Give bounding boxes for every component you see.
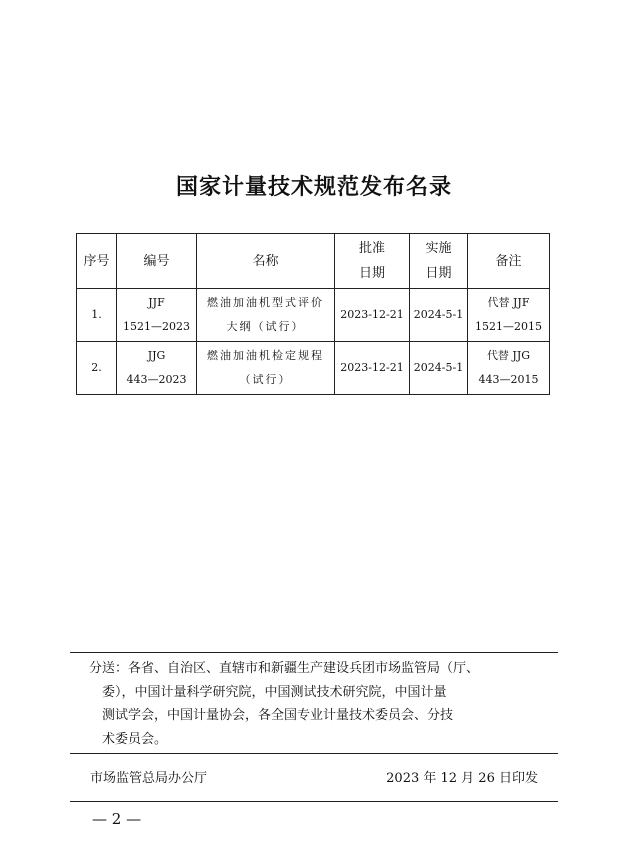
header-approve-line-1: 批准 bbox=[358, 241, 385, 256]
distribution-line: 术委员会。 bbox=[102, 731, 168, 747]
distribution-line: 委），中国计量科学研究院，中国测试技术研究院，中国计量 bbox=[102, 684, 447, 700]
issue-date: 2023 年 12 月 26 日印发 bbox=[386, 771, 538, 786]
distribution-line: 分送：各省、自治区、直辖市和新疆生产建设兵团市场监管局（厅、 bbox=[89, 661, 480, 676]
cell-code bbox=[117, 342, 197, 395]
table-header-row bbox=[77, 234, 550, 289]
cell-remark-line-2: 1521—2015 bbox=[475, 320, 542, 333]
issuer: 市场监管总局办公厅 bbox=[90, 771, 208, 786]
cell-approve-date: 2023-12-21 bbox=[335, 289, 410, 342]
cell-effective-date: 2024-5-1 bbox=[410, 342, 468, 395]
cell-seq: 2. bbox=[77, 342, 117, 395]
header-code: 编号 bbox=[117, 234, 197, 289]
table-row bbox=[77, 342, 550, 395]
header-approve-line-2: 日期 bbox=[358, 266, 385, 281]
header-effective-line-1: 实施 bbox=[425, 241, 452, 256]
cell-name-line-2: （试行） bbox=[239, 373, 292, 386]
table-row bbox=[77, 289, 550, 342]
cell-name bbox=[197, 289, 335, 342]
distribution-text bbox=[70, 657, 558, 751]
standards-table bbox=[76, 233, 550, 395]
cell-remark bbox=[468, 342, 550, 395]
cell-code-line-1: JJG bbox=[147, 349, 166, 362]
header-name: 名称 bbox=[197, 234, 335, 289]
header-effective-line-2: 日期 bbox=[425, 266, 452, 281]
cell-remark-line-1: 代替 JJG bbox=[486, 349, 531, 362]
cell-code-line-2: 443—2023 bbox=[126, 373, 187, 386]
header-approve-date bbox=[335, 234, 410, 289]
cell-remark-line-1: 代替 JJF bbox=[487, 296, 530, 309]
cell-code-line-1: JJF bbox=[148, 296, 165, 309]
page-number: — 2 — bbox=[92, 810, 142, 828]
cell-approve-date: 2023-12-21 bbox=[335, 342, 410, 395]
distribution-list bbox=[70, 652, 558, 754]
header-effective-date bbox=[410, 234, 468, 289]
page-title: 国家计量技术规范发布名录 bbox=[175, 175, 452, 200]
cell-remark bbox=[468, 289, 550, 342]
cell-effective-date: 2024-5-1 bbox=[410, 289, 468, 342]
issue-footer bbox=[70, 757, 558, 802]
cell-remark-line-2: 443—2015 bbox=[478, 373, 539, 386]
cell-name-line-1: 燃油加油机型式评价 bbox=[207, 296, 324, 309]
cell-name-line-1: 燃油加油机检定规程 bbox=[207, 349, 324, 362]
header-seq: 序号 bbox=[77, 234, 117, 289]
cell-code bbox=[117, 289, 197, 342]
cell-name-line-2: 大纲（试行） bbox=[226, 320, 305, 333]
cell-name bbox=[197, 342, 335, 395]
distribution-line: 测试学会，中国计量协会，各全国专业计量技术委员会、分技 bbox=[102, 708, 454, 723]
cell-seq: 1. bbox=[77, 289, 117, 342]
cell-code-line-2: 1521—2023 bbox=[123, 320, 190, 333]
header-remark: 备注 bbox=[468, 234, 550, 289]
